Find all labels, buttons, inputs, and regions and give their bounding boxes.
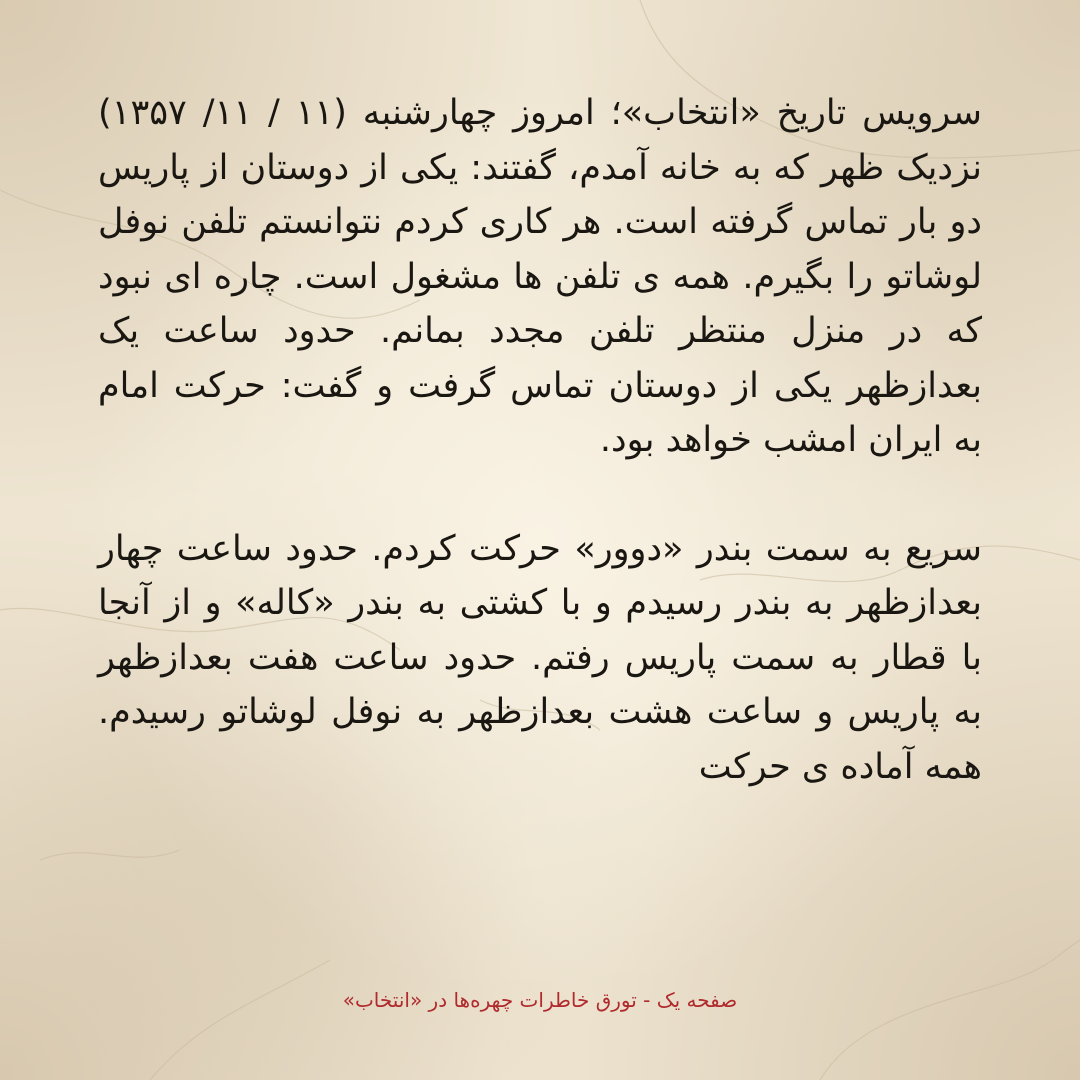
article-body bbox=[98, 86, 982, 794]
article-paragraph: سرویس تاریخ «انتخاب»؛ امروز چهارشنبه (۱۱ / ۱۱/ ۱۳۵۷) نزدیک ظهر که به خانه آمدم، گفتند: یکی از دوستان از پاریس دو بار تماس گرفته است. هر کاری کردم نتوانستم تلفن نوفل لوشاتو را بگیرم. همه ی تلفن ها مشغول است. چاره ای نبود که در منزل منتظر تلفن مجدد بمانم. حدود ساعت یک بعدازظهر یکی از دوستان تماس گرفت و گفت: حرکت امام به ایران امشب خواهد بود. bbox=[98, 93, 983, 460]
article-paragraph: سریع به سمت بندر «دوور» حرکت کردم. حدود ساعت چهار بعدازظهر به بندر رسیدم و با کشتی به بندر «کاله» و از آنجا با قطار به سمت پاریس رفتم. حدود ساعت هفت بعدازظهر به پاریس و ساعت هشت بعدازظهر به نوفل لوشاتو رسیدم. همه آماده ی حرکت bbox=[98, 528, 982, 787]
page-caption: صفحه یک - تورق خاطرات چهره‌ها در «انتخاب» bbox=[342, 988, 738, 1012]
